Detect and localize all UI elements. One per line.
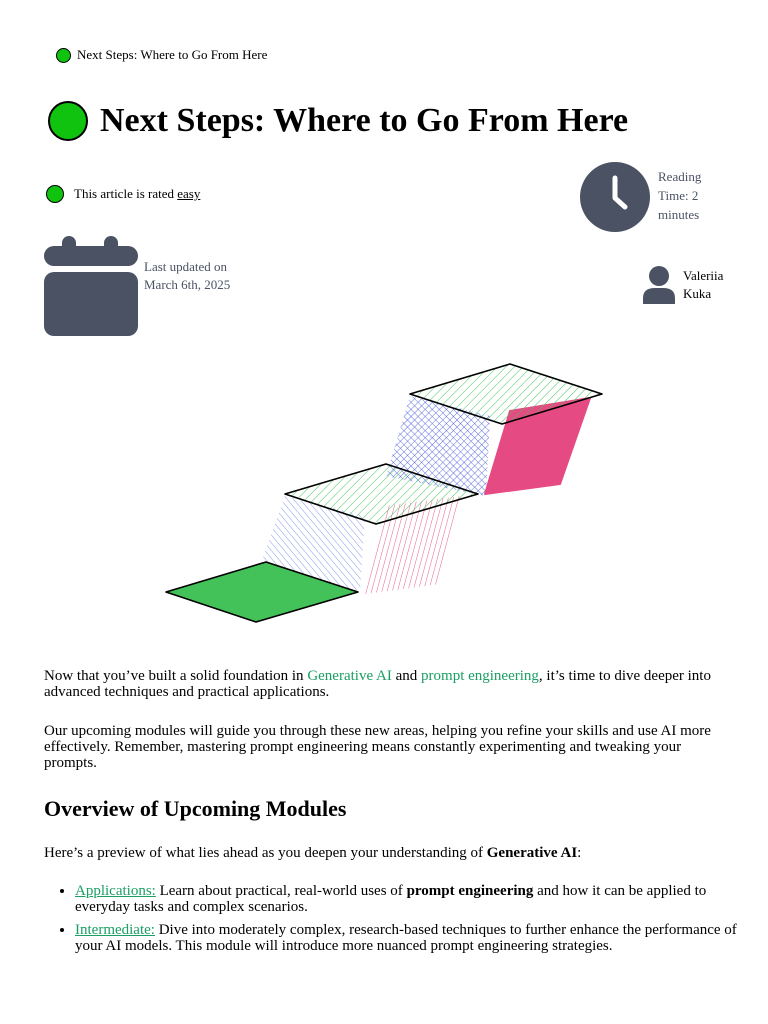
page-title: Next Steps: Where to Go From Here bbox=[100, 102, 629, 139]
rating-link[interactable]: easy bbox=[177, 186, 201, 201]
steps-illustration bbox=[160, 356, 610, 628]
text-span: and how it can be applied to everyday tasks and complex scenarios. bbox=[75, 883, 707, 915]
last-updated: Last updated on March 6th, 2025 bbox=[144, 259, 231, 292]
green-circle-icon bbox=[56, 48, 71, 63]
difficulty-rating bbox=[46, 185, 200, 203]
modules-list bbox=[44, 883, 755, 961]
breadcrumb-label[interactable]: Next Steps: Where to Go From Here bbox=[77, 47, 268, 62]
section-heading: Overview of Upcoming Modules bbox=[44, 796, 347, 821]
green-circle-icon bbox=[46, 185, 64, 203]
text-span: Now that you’ve built a solid foundation in bbox=[44, 668, 308, 684]
calendar-icon bbox=[44, 236, 138, 336]
rating-text bbox=[74, 186, 200, 202]
intro-paragraph bbox=[44, 668, 724, 700]
intermediate-link[interactable]: Intermediate: bbox=[75, 922, 155, 938]
generative-ai-link[interactable]: Generative AI bbox=[307, 668, 392, 684]
prompt-engineering-link[interactable]: prompt engineering bbox=[421, 668, 539, 684]
title-row bbox=[48, 100, 628, 142]
breadcrumb[interactable] bbox=[56, 47, 267, 63]
list-item bbox=[75, 883, 755, 915]
modules-intro-paragraph: Our upcoming modules will guide you through these new areas, helping you refine your skills and use AI more effectively. Remember, mastering prompt engineering means constantly experimenting and tweaking your prompts. bbox=[44, 723, 711, 771]
preview-paragraph bbox=[44, 845, 724, 861]
text-span: and bbox=[391, 668, 422, 684]
green-circle-icon bbox=[48, 101, 88, 141]
list-item bbox=[75, 922, 755, 954]
text-span: Here’s a preview of what lies ahead as you deepen your understanding of bbox=[44, 845, 487, 861]
bold-text: prompt engineering bbox=[406, 883, 534, 899]
author-name[interactable]: Valeriia Kuka bbox=[683, 268, 724, 301]
bold-text: Generative AI bbox=[486, 845, 578, 861]
text-span: Learn about practical, real-world uses of bbox=[155, 883, 407, 899]
text-span: : bbox=[577, 845, 582, 861]
text-span: Dive into moderately complex, research-based techniques to further enhance the performance of your AI models. This module will introduce more nuanced prompt engineering strategies. bbox=[75, 922, 737, 954]
reading-time: Reading Time: 2 minutes bbox=[658, 169, 702, 222]
applications-link[interactable]: Applications: bbox=[75, 883, 156, 899]
text-span: , it’s time to dive deeper into advanced techniques and practical applications. bbox=[44, 668, 711, 700]
clock-icon bbox=[580, 162, 650, 232]
rating-prefix: This article is rated bbox=[74, 186, 178, 201]
user-icon bbox=[642, 266, 676, 304]
